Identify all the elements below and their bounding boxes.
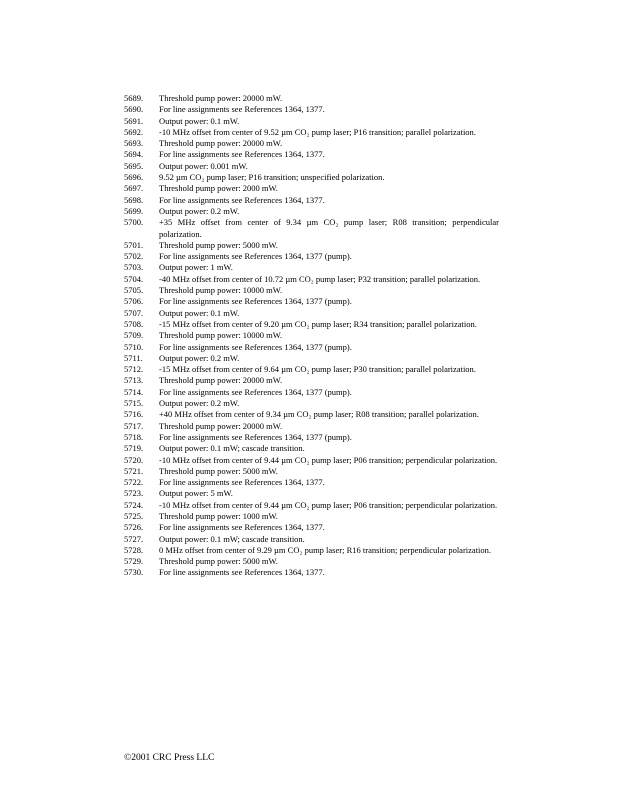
footnote-item	[124, 375, 499, 386]
footnote-item	[124, 217, 499, 240]
footnote-text: Output power: 0.1 mW.	[159, 307, 240, 318]
footnote-item	[124, 477, 499, 488]
footnote-item	[124, 319, 499, 330]
footnote-number: 5690.	[124, 104, 144, 115]
footnote-item	[124, 534, 499, 545]
footnote-text: Output power: 0.001 mW.	[159, 160, 248, 171]
footnote-number: 5702.	[124, 251, 144, 262]
footnote-number: 5708.	[124, 318, 144, 329]
footnote-number: 5700.	[124, 217, 144, 228]
footnote-text: Threshold pump power: 20000 mW.	[159, 420, 283, 431]
footnote-item	[124, 330, 499, 341]
footnote-item	[124, 567, 499, 578]
footnote-item	[124, 466, 499, 477]
footnote-text: Output power: 1 mW.	[159, 262, 233, 273]
footnote-number: 5699.	[124, 205, 144, 216]
footnote-text: Threshold pump power: 1000 mW.	[159, 510, 278, 521]
footnote-text: For line assignments see References 1364, 1377 (pump).	[159, 296, 352, 307]
footnote-number: 5715.	[124, 398, 144, 409]
footnote-text: For line assignments see References 1364, 1377.	[159, 194, 325, 205]
footnote-item	[124, 206, 499, 217]
footnote-text: For line assignments see References 1364, 1377.	[159, 149, 325, 160]
footnote-number: 5720.	[124, 454, 144, 465]
footnote-text: 9.52 µm CO₂ pump laser; P16 transition; unspecified polarization.	[159, 172, 385, 183]
footnote-text: Threshold pump power: 5000 mW.	[159, 556, 278, 567]
footnote-number: 5727.	[124, 533, 144, 544]
footnote-text: For line assignments see References 1364, 1377 (pump).	[159, 341, 352, 352]
footnote-text: Output power: 0.1 mW; cascade transition.	[159, 443, 305, 454]
footnote-item	[124, 421, 499, 432]
footnote-item	[124, 308, 499, 319]
footnote-item	[124, 409, 499, 420]
footnote-number: 5706.	[124, 296, 144, 307]
footnote-text: Threshold pump power: 20000 mW.	[159, 138, 283, 149]
footnote-item	[124, 443, 499, 454]
footnote-item	[124, 364, 499, 375]
footnote-item	[124, 387, 499, 398]
footnote-number: 5721.	[124, 465, 144, 476]
footnote-number: 5689.	[124, 93, 144, 103]
footnote-item	[124, 127, 499, 138]
footnote-item	[124, 172, 499, 183]
footnote-text: +35 MHz offset from center of 9.34 µm CO₂ pump laser; R08 transition; perpendicular polarization.	[159, 217, 499, 239]
footnote-item	[124, 398, 499, 409]
footnote-number: 5694.	[124, 149, 144, 160]
footnote-item	[124, 500, 499, 511]
footnote-text: -10 MHz offset from center of 9.52 µm CO₂ pump laser; P16 transition; parallel polarization.	[159, 126, 476, 137]
footnote-item	[124, 149, 499, 160]
footnote-text: -10 MHz offset from center of 9.44 µm CO₂ pump laser; P06 transition; perpendicular polarization.	[159, 499, 498, 510]
footnote-number: 5714.	[124, 386, 144, 397]
footnote-text: For line assignments see References 1364, 1377 (pump).	[159, 251, 352, 262]
footnote-text: Threshold pump power: 5000 mW.	[159, 465, 278, 476]
footnote-text: Output power: 0.2 mW.	[159, 352, 240, 363]
footnote-number: 5705.	[124, 285, 144, 296]
footnote-item	[124, 488, 499, 499]
footnote-number: 5724.	[124, 499, 144, 510]
footnote-item	[124, 116, 499, 127]
footnote-item	[124, 511, 499, 522]
footnote-number: 5710.	[124, 341, 144, 352]
footnote-item	[124, 285, 499, 296]
footnote-text: For line assignments see References 1364, 1377 (pump).	[159, 386, 352, 397]
footnote-number: 5718.	[124, 431, 144, 442]
footnote-number: 5691.	[124, 115, 144, 126]
footnote-text: For line assignments see References 1364, 1377.	[159, 522, 325, 533]
footnote-number: 5693.	[124, 138, 144, 149]
footnote-text: For line assignments see References 1364, 1377 (pump).	[159, 431, 352, 442]
footnote-number: 5701.	[124, 239, 144, 250]
footnote-text: Threshold pump power: 10000 mW.	[159, 330, 283, 341]
copyright-footer: ©2001 CRC Press LLC	[124, 753, 215, 763]
footnote-number: 5717.	[124, 420, 144, 431]
footnote-number: 5695.	[124, 160, 144, 171]
footnote-number: 5692.	[124, 126, 144, 137]
footnote-item	[124, 455, 499, 466]
footnote-number: 5728.	[124, 544, 144, 555]
footnote-number: 5716.	[124, 409, 144, 420]
footnote-number: 5703.	[124, 262, 144, 273]
footnote-text: Output power: 0.2 mW.	[159, 398, 240, 409]
footnote-number: 5696.	[124, 172, 144, 183]
footnote-text: For line assignments see References 1364, 1377.	[159, 567, 325, 578]
footnote-number: 5730.	[124, 567, 144, 578]
footnote-text: Output power: 0.1 mW.	[159, 115, 240, 126]
footnote-item	[124, 183, 499, 194]
footnote-item	[124, 522, 499, 533]
footnote-text: Threshold pump power: 20000 mW.	[159, 93, 283, 103]
footnote-text: +40 MHz offset from center of 9.34 µm CO₂ pump laser; R08 transition; parallel polarization.	[159, 409, 479, 420]
footnote-number: 5697.	[124, 183, 144, 194]
footnote-text: Output power: 0.2 mW.	[159, 205, 240, 216]
footnote-item	[124, 274, 499, 285]
footnote-text: -40 MHz offset from center of 10.72 µm CO₂ pump laser; P32 transition; parallel polarization.	[159, 273, 481, 284]
footnote-number: 5719.	[124, 443, 144, 454]
footnote-item	[124, 240, 499, 251]
footnote-item	[124, 195, 499, 206]
footnote-text: Threshold pump power: 5000 mW.	[159, 239, 278, 250]
footnote-item	[124, 138, 499, 149]
footnote-item	[124, 251, 499, 262]
footnote-text: Threshold pump power: 10000 mW.	[159, 285, 283, 296]
footnote-number: 5726.	[124, 522, 144, 533]
footnote-number: 5729.	[124, 556, 144, 567]
footnote-item	[124, 432, 499, 443]
footnote-text: 0 MHz offset from center of 9.29 µm CO₂ pump laser; R16 transition; perpendicular polarization.	[159, 544, 492, 555]
footnote-item	[124, 342, 499, 353]
footnote-text: For line assignments see References 1364, 1377.	[159, 477, 325, 488]
footnote-text: For line assignments see References 1364, 1377.	[159, 104, 325, 115]
footnote-number: 5722.	[124, 477, 144, 488]
footnote-text: -15 MHz offset from center of 9.64 µm CO₂ pump laser; P30 transition; parallel polarization.	[159, 364, 476, 375]
footnote-item	[124, 104, 499, 115]
footnote-text: -10 MHz offset from center of 9.44 µm CO₂ pump laser; P06 transition; perpendicular polarization.	[159, 454, 498, 465]
footnote-item	[124, 556, 499, 567]
footnote-number: 5723.	[124, 488, 144, 499]
footnote-text: Output power: 5 mW.	[159, 488, 233, 499]
footnote-item	[124, 296, 499, 307]
footnote-item	[124, 262, 499, 273]
footnote-text: Threshold pump power: 2000 mW.	[159, 183, 278, 194]
footnote-number: 5725.	[124, 510, 144, 521]
footnote-text: Output power: 0.1 mW; cascade transition.	[159, 533, 305, 544]
footnote-number: 5712.	[124, 364, 144, 375]
footnote-number: 5704.	[124, 273, 144, 284]
footnote-number: 5707.	[124, 307, 144, 318]
footnote-item	[124, 161, 499, 172]
footnote-text: -15 MHz offset from center of 9.20 µm CO₂ pump laser; R34 transition; parallel polarization.	[159, 318, 477, 329]
footnote-list	[124, 93, 499, 579]
footnote-number: 5698.	[124, 194, 144, 205]
footnote-number: 5711.	[124, 352, 143, 363]
footnote-item	[124, 93, 499, 104]
footnote-text: Threshold pump power: 20000 mW.	[159, 375, 283, 386]
footnote-item	[124, 545, 499, 556]
footnote-number: 5709.	[124, 330, 144, 341]
footnote-item	[124, 353, 499, 364]
footnote-number: 5713.	[124, 375, 144, 386]
